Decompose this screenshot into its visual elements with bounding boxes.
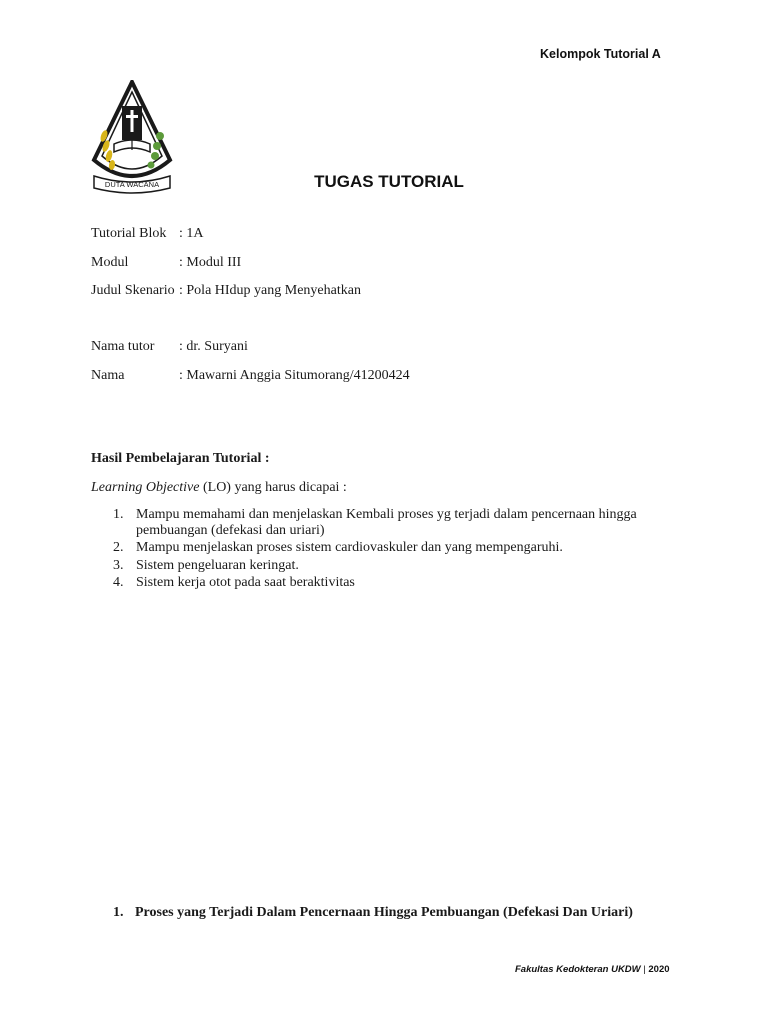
item-text: Mampu memahami dan menjelaskan Kembali proses yg terjadi dalam pencernaan hingga pembuangan (defekasi dan uriari): [136, 507, 637, 538]
list-item: [91, 575, 711, 591]
group-label: Kelompok Tutorial A: [540, 47, 661, 61]
info-row-blok: [91, 226, 204, 242]
info-row-modul: [91, 255, 241, 271]
item-number: 2.: [113, 540, 124, 555]
item-number: 1.: [113, 507, 124, 522]
info-row-tutor: [91, 339, 248, 355]
info-label: Tutorial Blok: [91, 226, 167, 241]
info-row-skenario: [91, 283, 361, 299]
learning-objective-list: [91, 507, 711, 593]
footer-year: 2020: [648, 964, 670, 975]
item-text: Mampu menjelaskan proses sistem cardiovaskuler dan yang mempengaruhi.: [136, 540, 563, 555]
list-item: [91, 540, 711, 556]
info-value: : 1A: [179, 226, 204, 241]
item-text: Sistem kerja otot pada saat beraktivitas: [136, 575, 355, 590]
logo-text: DUTA WACANA: [104, 180, 160, 189]
item-number: 4.: [113, 575, 124, 590]
info-label: Nama tutor: [91, 339, 155, 354]
lo-italic: Learning Objective: [91, 480, 200, 495]
subsection-number: 1.: [113, 905, 124, 920]
section-heading: Hasil Pembelajaran Tutorial :: [91, 451, 270, 466]
footer-faculty: Fakultas Kedokteran UKDW: [515, 964, 641, 975]
info-value: : Mawarni Anggia Situmorang/41200424: [179, 368, 410, 383]
info-value: : dr. Suryani: [179, 339, 248, 354]
list-item: [91, 558, 711, 574]
info-value: : Modul III: [179, 255, 242, 270]
item-text: Sistem pengeluaran keringat.: [136, 557, 299, 573]
lo-rest: (LO) yang harus dicapai :: [199, 480, 347, 495]
info-value: : Pola HIdup yang Menyehatkan: [179, 283, 361, 298]
subsection-heading: [113, 905, 633, 921]
footer-separator: |: [640, 964, 649, 975]
info-row-nama: [91, 368, 410, 384]
info-label: Nama: [91, 368, 125, 383]
list-item: [91, 507, 711, 538]
document-title: TUGAS TUTORIAL: [314, 172, 464, 191]
item-number: 3.: [113, 557, 124, 573]
subsection-title: Proses yang Terjadi Dalam Pencernaan Hingga Pembuangan (Defekasi Dan Uriari): [135, 905, 633, 920]
info-label: Modul: [91, 255, 129, 270]
info-label: Judul Skenario: [91, 283, 175, 298]
learning-objective-intro: [91, 480, 347, 496]
page-footer: [515, 964, 715, 975]
